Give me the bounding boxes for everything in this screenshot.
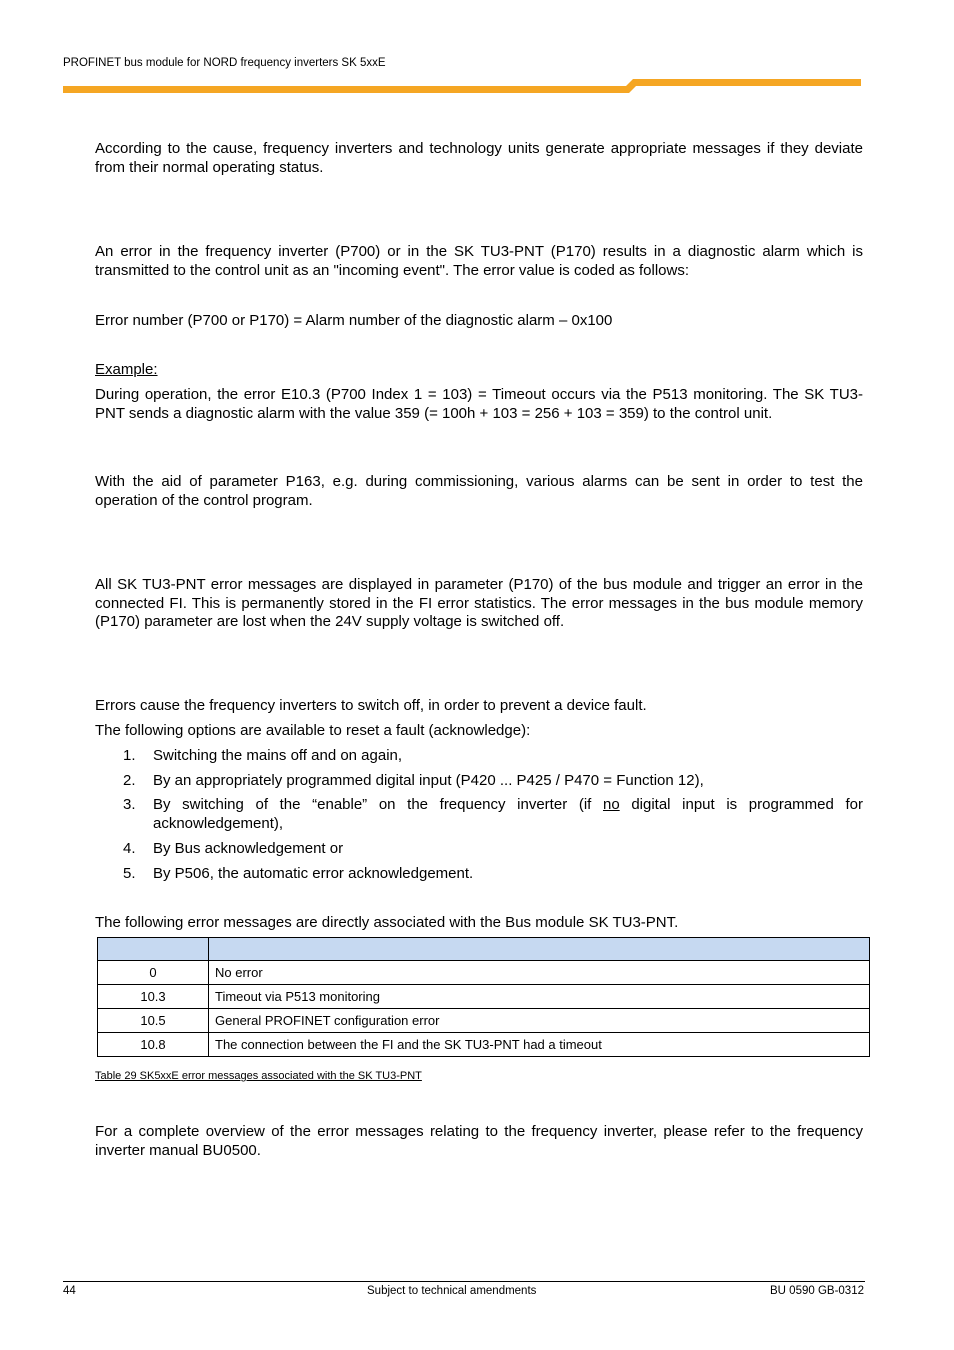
list-text (153, 796, 863, 833)
table-row (98, 961, 870, 985)
list-text: Switching the mains off and on again, (153, 747, 403, 764)
list-number: 1. (123, 747, 136, 764)
p163-paragraph: With the aid of parameter P163, e.g. during commissioning, various alarms can be sent in order to test the operation of the control program. (95, 473, 863, 509)
document-code: BU 0590 GB-0312 (770, 1285, 864, 1297)
formula-line: Error number (P700 or P170) = Alarm number of the diagnostic alarm – 0x100 (95, 312, 613, 329)
reset-options-intro: The following options are available to reset a fault (acknowledge): (95, 722, 531, 739)
table-header-row (98, 938, 870, 961)
error-description-cell: The connection between the FI and the SK TU3-PNT had a timeout (209, 1033, 870, 1057)
error-table (97, 937, 870, 1057)
example-label: Example: (95, 361, 158, 378)
footer-center-text: Subject to technical amendments (367, 1285, 537, 1297)
error-description-cell: Timeout via P513 monitoring (209, 985, 870, 1009)
error-code-cell: 10.8 (98, 1033, 209, 1057)
list-number: 2. (123, 772, 136, 789)
error-storage-paragraph: All SK TU3-PNT error messages are displayed in parameter (P170) of the bus module and trigger an error in the connected FI. This is permanently stored in the FI error statistics. The error messages in the bus module memory (P170) parameter are lost when the 24V supply voltage is switched off. (95, 576, 863, 630)
overview-paragraph: For a complete overview of the error messages relating to the frequency inverter, please refer to the frequency inverter manual BU0500. (95, 1123, 863, 1159)
example-paragraph: During operation, the error E10.3 (P700 Index 1 = 103) = Timeout occurs via the P513 monitoring. The SK TU3-PNT sends a diagnostic alarm with the value 359 (= 100h + 103 = 256 + 103 = 359) to the control unit. (95, 386, 863, 422)
header-accent-bar (63, 78, 861, 94)
list-text-underlined: no (602, 796, 620, 813)
table-row (98, 985, 870, 1009)
list-text: By P506, the automatic error acknowledgement. (153, 865, 474, 882)
list-number: 3. (123, 796, 136, 813)
table-caption: Table 29 SK5xxE error messages associated with the SK TU3-PNT (95, 1070, 422, 1082)
table-header-cell (98, 938, 209, 961)
list-number: 5. (123, 865, 136, 882)
footer-divider (63, 1281, 865, 1282)
table-row (98, 1009, 870, 1033)
table-header-cell (209, 938, 870, 961)
list-text: By an appropriately programmed digital input (P420 ... P425 / P470 = Function 12), (153, 772, 704, 789)
page-number: 44 (63, 1285, 76, 1297)
error-code-cell: 0 (98, 961, 209, 985)
list-text-part: By switching of the “enable” on the frequency inverter (if (153, 796, 603, 813)
table-intro-paragraph: The following error messages are directly associated with the Bus module SK TU3-PNT. (95, 914, 679, 931)
error-description-cell: No error (209, 961, 870, 985)
error-code-cell: 10.3 (98, 985, 209, 1009)
list-number: 4. (123, 840, 136, 857)
list-text-part: digital input is programmed for acknowledgement), (153, 796, 863, 832)
error-code-cell: 10.5 (98, 1009, 209, 1033)
diagnostic-alarm-paragraph: An error in the frequency inverter (P700) or in the SK TU3-PNT (P170) results in a diagnostic alarm which is transmitted to the control unit as an "incoming event". The error value is coded as follows: (95, 243, 863, 279)
header-title: PROFINET bus module for NORD frequency inverters SK 5xxE (63, 57, 386, 69)
intro-paragraph: According to the cause, frequency inverters and technology units generate appropriate messages if they deviate from their normal operating status. (95, 140, 863, 176)
list-text: By Bus acknowledgement or (153, 840, 344, 857)
error-description-cell: General PROFINET configuration error (209, 1009, 870, 1033)
switch-off-paragraph: Errors cause the frequency inverters to switch off, in order to prevent a device fault. (95, 697, 647, 714)
table-row (98, 1033, 870, 1057)
